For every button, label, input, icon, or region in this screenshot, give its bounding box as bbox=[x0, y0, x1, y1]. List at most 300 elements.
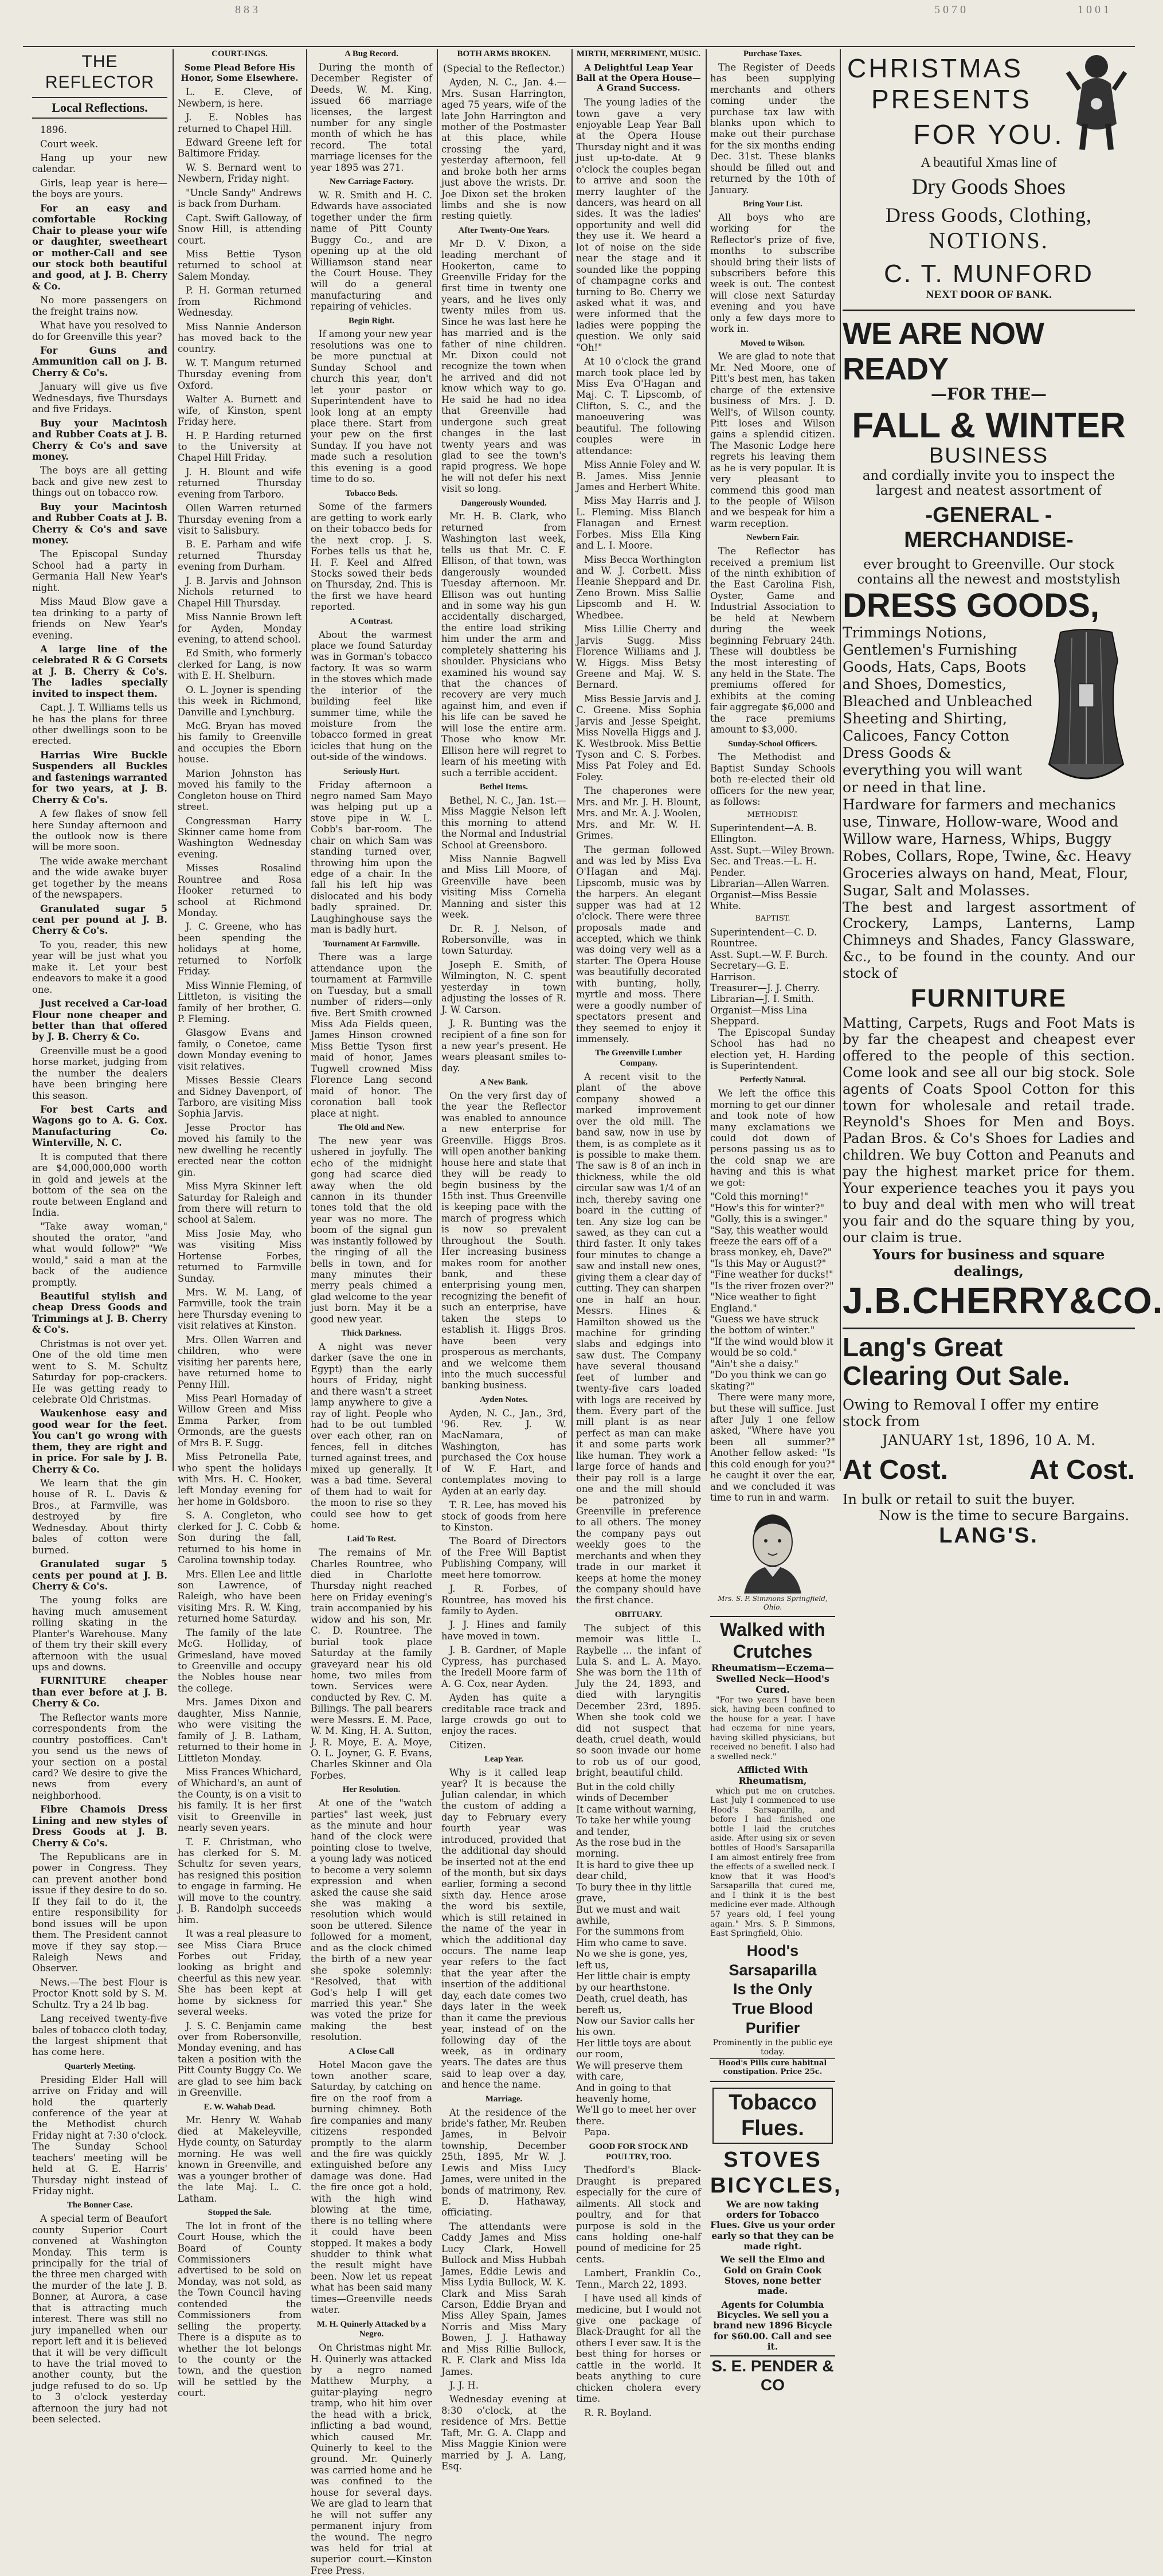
paragraph: Miss Lillie Cherry and Jarvis Sugg. Miss Florence Williams and J. W. Higgs. Miss Betsy Greene and Maj. W. S. Bernard. bbox=[576, 624, 701, 691]
paragraph: J. E. Nobles has returned to Chapel Hill. bbox=[178, 112, 301, 134]
paragraph: The Episcopal Sunday School has had no election yet, H. Harding is Superintendent. bbox=[710, 1027, 835, 1072]
paragraph: J. H. Blount and wife returned Thursday evening from Tarboro. bbox=[178, 466, 301, 500]
paragraph: Glasgow Evans and family, o Conetoe, came down Monday evening to visit relatives. bbox=[178, 1027, 301, 1072]
lang-ad bbox=[843, 1328, 1135, 1548]
paragraph: January will give us five Wednesdays, five Thursdays and five Fridays. bbox=[32, 381, 167, 415]
top-rule bbox=[23, 46, 1135, 47]
signature: J. J. H. bbox=[449, 2380, 479, 2391]
headline: A New Bank. bbox=[480, 1078, 528, 1087]
headline: Sunday-School Officers. bbox=[728, 739, 817, 749]
headline: Newbern Fair. bbox=[746, 533, 799, 543]
column-rule bbox=[306, 49, 307, 1471]
margin-mark: 5 0 7 0 bbox=[934, 3, 966, 16]
list-item: Sec. and Treas.—L. H. Pender. bbox=[710, 856, 817, 878]
paragraph: Christmas is not over yet. One of the old time men went to S. M. Schultz Saturday for pop-crackers. He was getting ready to celebrate Old Christmas. bbox=[32, 1338, 167, 1405]
paragraph: About the warmest place we found Saturday was in Gorman's tobacco factory. It was so warm in the stoves which made the interior of the building feel like summer time, while the moisture from the tobacco formed in great icicles that hung on the out-side of the windows. bbox=[311, 629, 432, 763]
paragraph: A special term of Beaufort county Superior Court convened at Washington Monday. This term is principally for the trial of the three men charged with the murder of the late J. B. Bonner, at Aurora, a case that is attracting much interest. There was still no jury impanelled when our report left and it is believed that it will be very difficult to have the trial moved to another county, but the judge refused to do so. Up to 3 o'clock yesterday afternoon the jury had not been selected. bbox=[32, 2213, 167, 2425]
paragraph: The Methodist and Baptist Sunday Schools both re-elected their old officers for the new year, as follows: bbox=[710, 751, 835, 808]
list-item: Organist—Miss Lina Sheppard. bbox=[710, 1004, 808, 1027]
paragraph: J. R. Forbes, of Rountree, has moved his family to Ayden. bbox=[441, 1583, 566, 1617]
pender-ad bbox=[710, 2081, 842, 2394]
paragraph: H. P. Harding returned to the University at Chapel Hill Friday. bbox=[178, 430, 301, 464]
ad-headline: Lang's Great bbox=[843, 1332, 1003, 1362]
paragraph: Miss Maud Blow gave a tea drinking to a party of friends on New Year's evening. bbox=[32, 596, 167, 641]
list-label: BAPTIST. bbox=[755, 914, 790, 923]
headline: A Close Call bbox=[348, 2046, 394, 2056]
column-mirth-merriment bbox=[576, 49, 701, 2418]
ad-headline: FOR YOU. bbox=[913, 120, 1064, 150]
ad-line: Dress Goods, Clothing, bbox=[885, 203, 1092, 226]
ad-paragraph: Granulated sugar 5 cent per pound at J. B. Cherry & Co's. bbox=[32, 903, 167, 937]
officer-list bbox=[710, 927, 835, 1027]
paragraph: What have you resolved to do for Greenville this year? bbox=[32, 320, 167, 342]
column-rule bbox=[571, 49, 573, 1471]
paragraph: O. L. Joyner is spending this week in Richmond, Danville and Lynchburg. bbox=[178, 684, 301, 718]
section-title: Local Reflections. bbox=[32, 97, 167, 119]
paragraph: The young ladies of the town gave a very enjoyable Leap Year Ball at the Opera House Thursday night and it was just up-to-date. At 9 o'clock the couples began to arrive and soon the merry laughter of the dancers, was heard on all sides. It was the ladies' opportunity and well did they use it. We heard a lot of noise on the side near the stage and it sounded like the popping of champagne corks and turning to Bo. Cherry we asked what it was, and were informed that the ladies were popping the question. We only said "Oh!" bbox=[576, 97, 701, 353]
ad-line: In bulk or retail to suit the buyer. bbox=[843, 1491, 1075, 1508]
signature: R. R. Boyland. bbox=[584, 2407, 652, 2418]
paragraph: The Register of Deeds has been supplying merchants and others coming under the purchase tax law with blanks upon which to make out their purchase for the six months ending Dec. 31st. These blanks should be filled out and returned by the 10th of January. bbox=[710, 61, 835, 195]
paragraph: L. E. Cleve, of Newbern, is here. bbox=[178, 87, 301, 109]
headline: The Bonner Case. bbox=[66, 2201, 133, 2210]
signature: Citizen. bbox=[449, 1739, 486, 1751]
paragraph: No more passengers on the freight trains now. bbox=[32, 295, 167, 317]
paragraph: Capt. Swift Galloway, of Snow Hill, is attending court. bbox=[178, 212, 301, 246]
paragraph: I have used all kinds of medicine, but I would not give one package of Black-Draught for all the others I ever saw. It is the best thing for horses or cattle in the world. It beats anything to cure chicken cholera every time. bbox=[576, 2293, 701, 2405]
paragraph: It is computed that there are $4,000,000,000 worth in gold and jewels at the bottom of the sea on the route between England and India. bbox=[32, 1151, 167, 1218]
paragraph: Lang received twenty-five bales of tobacco cloth today, the largest shipment that has come here. bbox=[32, 2013, 167, 2058]
ad-advertiser: C. T. MUNFORD bbox=[884, 260, 1094, 288]
paragraph: We are now taking orders for Tobacco Flues. Give us your order early so that they can be made right. bbox=[710, 2198, 835, 2252]
ad-headline: PRESENTS bbox=[871, 84, 1032, 114]
poem-line: To bury thee in thy little grave, bbox=[576, 1881, 692, 1904]
quote: "If the wind would blow it would be so cold." bbox=[710, 1336, 833, 1359]
ad-headline: BUSINESS bbox=[929, 444, 1049, 468]
paragraph: The young folks are having much amusement rolling skating in the Planter's Warehouse. Many of them try their skill every afternoon with the usual ups and downs. bbox=[32, 1595, 167, 1673]
column-rule bbox=[173, 49, 174, 1471]
paragraph: J. J. Hines and family have moved in town. bbox=[441, 1619, 566, 1642]
quote: "Nice weather to fight England." bbox=[710, 1291, 816, 1314]
ad-line: NEXT DOOR OF BANK. bbox=[925, 288, 1052, 301]
headline: Moved to Wilson. bbox=[740, 338, 805, 348]
headline: Tournament At Farmville. bbox=[323, 939, 420, 949]
ad-line: Is the Only bbox=[733, 1980, 813, 1998]
ad-paragraph: Granulated sugar 5 cents per pound at J. B. Cherry & Co's. bbox=[32, 1559, 167, 1592]
quote: "Cold this morning!" bbox=[710, 1191, 809, 1203]
poem-line: And in going to that heavenly home, bbox=[576, 2082, 672, 2105]
paragraph: J. C. Greene, who has been spending the holidays at home, returned to Norfolk Friday. bbox=[178, 921, 301, 977]
paragraph: Misses Rosalind Rountree and Rosa Hooker returned to school at Richmond Monday. bbox=[178, 863, 301, 919]
ad-line: NOTIONS. bbox=[929, 228, 1049, 253]
ad-headline: FURNITURE bbox=[910, 984, 1067, 1012]
ad-headline: WE ARE NOW READY bbox=[843, 316, 1044, 386]
ad-paragraph: A large line of the celebrated R & G Corsets at J. B. Cherry & Co's. The ladies specially invited to inspect them. bbox=[32, 643, 167, 699]
ad-advertiser: J.B.CHERRY&CO. bbox=[843, 1279, 1163, 1321]
headline: Tobacco Beds. bbox=[345, 488, 398, 498]
column-rule bbox=[840, 49, 841, 1471]
paragraph: Miss Nannie Bagwell and Miss Lill Moore, of Greenville have been visiting Miss Cornelia Manning and sister this week. bbox=[441, 853, 566, 921]
paragraph: T. F. Christman, who has clerked for S. M. Schultz for seven years, has resigned this position to engage in farming. He will move to the country. J. B. Randolph succeeds him. bbox=[178, 1836, 301, 1925]
poem-line: Death, cruel death, has bereft us, bbox=[576, 1993, 688, 2015]
paragraph: Miss Becca Worthington and W. J. Corbett. Miss Heanie Sheppard and Dr. Zeno Brown. Miss Sallie Lipscomb and H. W. Whedbee. bbox=[576, 554, 701, 621]
ad-line: JANUARY 1st, 1896, 10 A. M. bbox=[882, 1431, 1096, 1448]
paragraph: 1896. bbox=[40, 124, 67, 136]
portrait-engraving bbox=[733, 1508, 813, 1594]
ad-paragraph: Just received a Car-load Flour none cheaper and better than that offered by J. B. Cherry & Co. bbox=[32, 998, 167, 1043]
list-item: Asst. Supt.—W. F. Burch. bbox=[710, 949, 828, 960]
ad-headline: FALL & WINTER bbox=[852, 406, 1126, 445]
poem-line: To take her while young and tender, bbox=[576, 1815, 691, 1837]
paragraph: Mrs. James Dixon and daughter, Miss Nannie, who were visiting the family of J. B. Latham, returned to their home in Littleton Monday. bbox=[178, 1697, 301, 1764]
poem-line: It came without warning, bbox=[576, 1803, 697, 1815]
paragraph: The attendants were Caddy James and Miss Lucy Clark, Howell Bullock and Miss Hubbah James, Eddie Lewis and Miss Lydia Bullock, W. K. Clark and Miss Sarah Carson, Eddie Bryan and Miss Alley Spain, James Norris and Miss Mary Bowen, J. J. Hathaway and Miss Rillie Bullock, R. F. Clark and Miss Ida James. bbox=[441, 2221, 566, 2377]
paragraph: The Reflector has received a premium list of the ninth exhibition of the East Carolina Fish, Oyster, Game and Industrial Association to be held at Newbern during the week beginning February 24th. These will doubtless be the most interesting of any held in the State. The premiums offered for exhibits at the coming fair aggregate $6,000 and the race premiums amount to $3,000. bbox=[710, 546, 835, 735]
paragraph: Hang up your new calendar. bbox=[32, 152, 167, 175]
ad-paragraph: For best Carts and Wagons go to A. G. Cox. Manufacturing Co. Winterville, N. C. bbox=[32, 1104, 167, 1149]
ad-paragraph: FURNITURE cheaper than ever before at J. B. Cherry & Co. bbox=[32, 1675, 167, 1709]
poem-line: Now our Savior calls her his own. bbox=[576, 2015, 695, 2038]
list-item: Secretary—G. E. Harrison. bbox=[710, 960, 789, 982]
ad-paragraph: Buy your Macintosh and Rubber Coats at J. B. Cherry & Co's and save money. bbox=[32, 417, 167, 462]
paragraph: "For two years I have been sick, having been confined to the house for a year. I have had eczema for nine years, having skilled physicians, but received no benefit. I also had a swelled neck." bbox=[710, 1695, 835, 1762]
poem-line: But in the cold chilly winds of December bbox=[576, 1781, 675, 1804]
headline: New Carriage Factory. bbox=[329, 177, 414, 187]
ad-paragraph: For an easy and comfortable Rocking Chair to please your wife or daughter, sweetheart or mother-Call and see our stock both beautiful and good, at J. B. Cherry & Co. bbox=[32, 202, 167, 292]
paragraph: Mrs. Ellen Lee and little son Lawrence, of Raleigh, who have been visiting Mrs. R. W. King, returned home Saturday. bbox=[178, 1568, 301, 1624]
paragraph: Mr. H. B. Clark, who returned from Washington last week, tells us that Mr. C. F. Ellison, of that town, was dangerously wounded Tuesday afternoon. Mr. Ellison was out hunting and in some way his gun accidentally discharged, the entire load striking him under the arm and completely shattering his shoulder. Physicians who examined his wound say that the chances of recovery are very much against him, and even if his life can be saved he will lose the entire arm. Those who know Mr. Ellison here will regret to learn of his meeting with such a terrible accident. bbox=[441, 511, 566, 778]
paragraph: J. B. Gardner, of Maple Cypress, has purchased the Iredell Moore farm of A. G. Cox, near Ayden. bbox=[441, 1645, 566, 1689]
headline: E. W. Wahab Dead. bbox=[203, 2102, 276, 2112]
portrait-caption: Mrs. S. P. Simmons Springfield, Ohio. bbox=[718, 1595, 828, 1611]
paragraph: Friday afternoon a negro named Sam Mayo was helping put up a stove pipe in W. L. Cobb's bar-room. The chair on which Sam was standing turned over, throwing him upon the edge of a chair. In the fall his left hip was dislocated and his body badly sprained. Dr. Laughinghouse says the man is badly hurt. bbox=[311, 779, 432, 935]
headline: Stopped the Sale. bbox=[207, 2207, 272, 2217]
ad-headline-part: At Cost. bbox=[843, 1454, 948, 1485]
ad-line: ever brought to Greenville. Our stock contains all the newest and moststylish bbox=[857, 557, 1121, 588]
paragraph: Walter A. Burnett and wife, of Kinston, spent Friday here. bbox=[178, 394, 301, 428]
paragraph: Miss Nannie Anderson has moved back to the country. bbox=[178, 321, 301, 355]
column-rule bbox=[706, 49, 707, 1471]
ad-paragraph: Harrias Wire Buckle Suspenders all Buckles and fastenings warranted for two years, at J. B. Cherry & Co's. bbox=[32, 749, 167, 805]
headline: OBITUARY. bbox=[614, 1610, 663, 1619]
paragraph: Presiding Elder Hall will arrive on Friday and will hold the quarterly conference of the year at the Methodist church Friday night at 7:30 o'clock. The Sunday School teachers' meeting will be held at G. E. Harris' Thursday night instead of Friday night. bbox=[32, 2074, 167, 2197]
headline: Dangerously Wounded. bbox=[461, 498, 547, 508]
paragraph: Bethel, N. C., Jan. 1st.—Miss Maggie Nelson left this morning to attend the Normal and Industrial School at Greensboro. bbox=[441, 794, 566, 851]
paragraph: B. E. Parham and wife returned Thursday evening from Durham. bbox=[178, 539, 301, 573]
paragraph: Thedford's Black-Draught is prepared especially for the cure of ailments. All stock and poultry, and for that purpose is sold in the cans holding one-half pound of medicine for 25 cents. bbox=[576, 2164, 701, 2265]
ad-advertiser: LANG'S. bbox=[939, 1523, 1039, 1548]
paragraph: (Special to the Reflector.) bbox=[443, 62, 565, 74]
paragraph: Miss Frances Whichard, of Whichard's, an aunt of the County, is on a visit to his family. It is her first visit to Greenville in nearly seven years. bbox=[178, 1766, 301, 1834]
paragraph: Ayden has quite a creditable race track and large crowds go out to enjoy the races. bbox=[441, 1692, 566, 1737]
ad-line: Owing to Removal I offer my entire stock from bbox=[843, 1396, 1099, 1430]
column-news bbox=[311, 49, 432, 2576]
headline: A Bug Record. bbox=[344, 49, 398, 58]
advertisement-column bbox=[843, 49, 1163, 1548]
paragraph: Ollen Warren returned Thursday evening from a visit to Salisbury. bbox=[178, 503, 301, 537]
headline: After Twenty-One Years. bbox=[458, 225, 550, 235]
paragraph: J. S. C. Benjamin came over from Robersonville, Monday evening, and has taken a position with the Pitt County Buggy Co. We are glad to see him back in Greenville. bbox=[178, 2020, 301, 2099]
ad-title: Tobacco Flues. bbox=[712, 2088, 833, 2144]
list-item: Superintendent—C. D. Rountree. bbox=[710, 926, 817, 949]
ad-headline-part: At Cost. bbox=[1029, 1454, 1135, 1485]
ad-body: Trimmings Notions, Gentlemen's Furnishing Goods, Hats, Caps, Boots and Shoes, Domestics, Bleached and Unbleached Sheeting and Shirting, Calicoes, Fancy Cotton Dress Goods & everything you will want or need in that line. Hardware for farmers and mechanics use, Tinware, Hollow-ware, Wood and Willow ware, Harness, Whips, Buggy Robes, Collars, Rope, Twine, &c. Heavy Groceries always on hand, Meat, Flour, Sugar, Salt and Molasses. bbox=[843, 624, 1131, 899]
paragraph: Miss Annie Foley and W. B. James. Miss Jennie James and Herbert White. bbox=[576, 459, 701, 492]
paragraph: Ayden, N. C., Jan., 3rd, '96. Rev. J. W. MacNamara, of Washington, has purchased the Cox house of W. F. Hart, and contemplates moving to Ayden at an early day. bbox=[441, 1407, 566, 1497]
subheadline: A Delightful Leap Year Ball at the Opera House—A Grand Success. bbox=[576, 62, 701, 93]
paragraph: Some of the farmers are getting to work early on their tobacco beds for the next crop. J. S. Forbes tells us that he, H. F. Keel and Alfred Stocks sowed their beds on Thursday, 2nd. This is the first we have heard reported. bbox=[311, 501, 432, 613]
paragraph: The wide awake merchant and the wide awake buyer get together by the means of the newspapers. bbox=[32, 855, 167, 901]
headline: Ayden Notes. bbox=[480, 1395, 528, 1404]
quote: "Say, this weather would freeze the ears off of a brass monkey, eh, Dave?" bbox=[710, 1224, 832, 1258]
paragraph: The Reflector wants more correspondents from the country postoffices. Can't you send us the news of your section on a postal card? We desire to give the news from every neighborhood. bbox=[32, 1712, 167, 1801]
paragraph: Miss Pearl Hornaday of Willow Green and Miss Emma Parker, from Ormonds, are the guests of Mrs B. F. Sugg. bbox=[178, 1392, 301, 1448]
ad-line: BICYCLES, bbox=[710, 2174, 842, 2198]
headline: GOOD FOR STOCK AND POULTRY, TOO. bbox=[589, 2142, 688, 2162]
paragraph: McG. Bryan has moved his family to Greenville and occupies the Eborn house. bbox=[178, 721, 301, 765]
paragraph: T. R. Lee, has moved his stock of goods from here to Kinston. bbox=[441, 1500, 566, 1533]
list-item: Superintendent—A. B. Ellington. bbox=[710, 822, 817, 845]
list-item: Treasurer—J. J. Cherry. bbox=[710, 982, 820, 993]
paragraph: Mrs. Ollen Warren and children, who were visiting her parents here, have returned home to Penny Hill. bbox=[178, 1334, 301, 1390]
paragraph: The family of the late McG. Holliday, of Grimesland, have moved to Greenville and occupy the Nobles house near the college. bbox=[178, 1627, 301, 1694]
poem-line: But we must and wait awhile, bbox=[576, 1904, 680, 1927]
headline: Her Resolution. bbox=[342, 1785, 401, 1795]
paragraph: Hotel Macon gave the town another scare, Saturday, by catching on fire on the roof from a burning chimney. Both fire companies and many citizens responded promptly to the alarm and the fire was quickly extinguished before any damage was done. Had the fire once got a hold, with the high wind blowing at the time, there is no telling where it could have been stopped. It makes a body shudder to think what the result might have been. Now let us repeat what has been said many times—Greenville needs water. bbox=[311, 2059, 432, 2316]
ad-paragraph: For Guns and Ammunition call on J. B. Cherry & Co's. bbox=[32, 345, 167, 378]
ad-line: Dry Goods Shoes bbox=[911, 175, 1066, 199]
poem-line: For the summons from Him who came to save. bbox=[576, 1926, 687, 1948]
ad-headline: CHRISTMAS bbox=[847, 53, 1023, 83]
column-rule bbox=[437, 49, 438, 1471]
paragraph: During the month of December Register of Deeds, W. M. King, issued 66 marriage licenses, the largest number for any single month of which he has record. The total marriage licenses for the year 1895 was 271. bbox=[311, 61, 432, 173]
paragraph: Why is it called leap year? It is because the Julian calendar, in which the custom of adding a day to February every fourth year was introduced, provided that the additional day should be inserted not at the end of the month, but six days earlier, forming a second sixth day. Hence arose the word bis sextile, which is still retained in the name of the year in which the additional day occurs. The name leap year refers to the fact that the year after the insertion of the additional day, each date comes two days later in the week than it came the previous year, instead of on the following day of the week, as in ordinary years. The dates are thus said to leap over a day, and hence the name. bbox=[441, 1767, 566, 2090]
poem-line: We will preserve them with care, bbox=[576, 2060, 683, 2082]
headline: Bring Your List. bbox=[743, 199, 802, 209]
subheadline: Some Plead Before His Honor, Some Elsewhere. bbox=[181, 62, 299, 83]
paragraph: There were many more, but these will suffice. Just after July 1 one fellow asked, "Where have you been all summer?" Another fellow asked: "Is this cold enough for you?" he caught it over the ear, and we concluded it was time to run in and warm. bbox=[710, 1392, 835, 1503]
paragraph: The german followed and was led by Miss Eva O'Hagan and Maj. Lipscomb, music was by the harpers. An elegant supper was had at 12 o'clock. There were three proposals made and accepted, which we think was doing very well as a starter. The Opera House was beautifully decorated with bunting, holly, myrtle and moss. There were a goodly number of spectators present and they seemed to enjoy it immensely. bbox=[576, 844, 701, 1044]
ad-line: Now is the time to secure Bargains. bbox=[879, 1507, 1129, 1524]
ad-line: True Blood Purifier bbox=[732, 2000, 813, 2037]
poem-line: No we she is gone, yes, left us, bbox=[576, 1948, 688, 1971]
paragraph: Miss Myra Skinner left Saturday for Raleigh and from there will return to school at Salem. bbox=[178, 1181, 301, 1226]
headline: A Contrast. bbox=[350, 616, 393, 626]
paragraph: We left the office this morning to get our dinner and took note of how many exclamations we could dot down of persons passing us as to the cold snap we are having and this is what we got: bbox=[710, 1088, 835, 1188]
headline: Bethel Items. bbox=[479, 782, 528, 792]
paragraph: S. A. Congleton, who clerked for J. C. Cobb & Son during the fall, returned to his home in Carolina township today. bbox=[178, 1510, 301, 1566]
paragraph: The remains of Mr. Charles Rountree, who died in Charlotte Thursday night reached here on Friday evening's train accompanied by his widow and his son, Mr. C. D. Rountree. The burial took place Saturday at the family graveyard near his old home, two miles from town. Services were conducted by Rev. C. M. Billings. The pall bearers were Messrs. E. M. Pace, W. M. King, H. A. Sutton, J. R. Moye, E. A. Moye, O. L. Joyner, G. F. Evans, Charles Skinner and Ola Forbes. bbox=[311, 1547, 432, 1781]
paragraph: W. T. Mangum returned Thursday evening from Oxford. bbox=[178, 357, 301, 391]
paragraph: Congressman Harry Skinner came home from Washington Wednesday evening. bbox=[178, 815, 301, 860]
paragraph: Ayden, N. C., Jan. 4.—Mrs. Susan Harrington, aged 75 years, wife of the late John Harrington and mother of the Postmaster at this place, while crossing the yard, yesterday afternoon, fell and broke both her arms just above the wrists. Dr. Joe Dixon set the broken limbs and she is now resting quietly. bbox=[441, 77, 566, 222]
ad-title: Walked with Crutches bbox=[720, 1619, 825, 1662]
paragraph: Joseph E. Smith, of Wilmington, N. C. spent yesterday in town adjusting the losses of R. J. W. Carson. bbox=[441, 959, 566, 1015]
paragraph: Miss Bettie Tyson returned to school at Salem Monday. bbox=[178, 248, 301, 282]
paragraph: Miss Petronella Pate, who spent the holidays with Mrs. H. C. Hooker, left Monday evening for her home in Goldsboro. bbox=[178, 1451, 301, 1507]
quote: "Is this May or August?" bbox=[710, 1258, 827, 1269]
paragraph: It was a real pleasure to see Miss Ciara Bruce Forbes out Friday, looking as bright and cheerful as this new year. She has been kept at home by sickness for several weeks. bbox=[178, 1928, 301, 2018]
paragraph: There was a large attendance upon the tournament at Farmville on Tuesday, but a small number of riders—only five. Bert Smith crowned Miss Ada Fields queen, James Hinson crowned Miss Bettie Tyson first maid of honor, James Tugwell crowned Miss Florence Lang second maid of honor. The coronation ball took place at night. bbox=[311, 952, 432, 1119]
column-headline: MIRTH, MERRIMENT, MUSIC. bbox=[576, 49, 701, 58]
paragraph: Misses Bessie Clears and Sidney Davenport, of Tarboro, are visiting Miss Sophia Jarvis. bbox=[178, 1075, 301, 1119]
paragraph: The Board of Directors of the Free Will Baptist Publishing Company, will meet here tomorrow. bbox=[441, 1536, 566, 1580]
paragraph: All boys who are working for the Reflector's prize of five, months to subscribe should bring their lists of subscribers before this week is out. The contest will close next Saturday evening and you have only a few days more to work in. bbox=[710, 212, 835, 335]
headline: Perfectly Natural. bbox=[739, 1075, 806, 1085]
poem-line: It is hard to give thee up dear child, bbox=[576, 1859, 694, 1882]
ad-body: Matting, Carpets, Rugs and Foot Mats is by far the cheapest and cheapest ever offered to the people of this section. Come look and see all our big stock. Sole agents of Coats Spool Cotton for this town for wholesale and retail trade. Reynold's Shoes for Men and Boys. Padan Bros. & Co's Shoes for Ladies and children. We buy Cotton and Peanuts and pay the highest market price for them. Your experience teaches you it pays you to buy and deal with men who will treat you fair and do the square thing by you, our claim is true. bbox=[843, 1015, 1135, 1246]
paragraph: To you, reader, this new year will be just what you make it. Let your best endeavors to make it a good one. bbox=[32, 939, 167, 995]
ad-paragraph: Waukenhose easy and good wear for the feet. You can't go wrong with them, they are right and in price. For sale by J. B. Cherry & Co. bbox=[32, 1408, 167, 1475]
paragraph: Capt. J. T. Williams tells us he has the plans for three other dwellings soon to be erected. bbox=[32, 702, 167, 747]
headline: Thick Darkness. bbox=[341, 1329, 402, 1338]
column-notices bbox=[710, 49, 842, 2394]
poem-line: We'll go to meet her over there. bbox=[576, 2104, 696, 2127]
headline: Begin Right. bbox=[348, 316, 394, 326]
paragraph: "Take away woman," shouted the orator, "and what would follow?" "We would," said a man at the back of the audience promptly. bbox=[32, 1221, 167, 1288]
ad-line: Prominently in the public eye today. bbox=[712, 2038, 833, 2057]
headline: Quarterly Meeting. bbox=[64, 2061, 136, 2071]
paragraph: "Uncle Sandy" Andrews is back from Durham. bbox=[178, 187, 301, 210]
quote: "Do you think we can go skating?" bbox=[710, 1369, 827, 1392]
paragraph: A recent visit to the plant of the above company showed a marked improvement over the old mill. The band saw, now in use by them, is as complete as it is possible to make them. The saw is 8 of an inch in thickness, while the old circular saw was 1/4 of an inch, thereby saving one board in the cutting of ten. Any size log can be sawed, as they can cut a third faster. It only takes four minutes to change a saw and install new ones, giving them a clear day of cutting. They can sharpen one in half an hour. Messrs. Hines & Hamilton showed us the machine for grinding slabs and edgings into saw dust. The Company have several thousand feet of lumber and twenty-five cars loaded with logs are received by them. Every part of the mill plant is as near perfect as man can make it and some parts work like human. They work a large force of hands and their pay roll is a large one and the mill should be patronized by Greenville in preference to all others. The money the company pays out weekly goes to the merchants and when they trade in our market it keeps at home the money the company should have the first chance. bbox=[576, 1071, 701, 1606]
masthead: THE REFLECTOR bbox=[45, 52, 155, 92]
ad-line: STOVES bbox=[723, 2148, 822, 2172]
quote: "Guess we have struck the bottom of winter." bbox=[710, 1314, 819, 1336]
quote: "Fine weather for ducks!" bbox=[710, 1269, 833, 1281]
quote: "How's this for winter?" bbox=[710, 1202, 825, 1213]
headline: Seriously Hurt. bbox=[343, 766, 400, 776]
paragraph: At one of the "watch parties" last week, just as the minute and hour hand of the clock were pointing close to twelve, a young lady was noticed to become a very solemn expression and when asked the cause she said she was making a resolution which would soon be uttered. Silence followed for a moment, and as the clock chimed the birth of a new year she spoke solemnly: "Resolved, that with God's help I will get married this year." She was voted the prize for making the best resolution. bbox=[311, 1798, 432, 2043]
paragraph: Court week. bbox=[40, 138, 99, 150]
paragraph: Jesse Proctor has moved his family to the new dwelling he recently erected near the cotton gin. bbox=[178, 1122, 301, 1178]
santa-figure-illustration bbox=[1065, 49, 1128, 152]
paragraph: At the residence of the bride's father, Mr. Reuben James, in Belvoir township, December 25th, 1895, Mr W. J. Lewis and Miss Lucy James, were united in the bonds of matrimony, Rev. E. D. Hathaway, officiating. bbox=[441, 2107, 566, 2218]
quote: "Ain't she a daisy." bbox=[710, 1358, 799, 1369]
paragraph: We sell the Elmo and Gold on Grain Cook Stoves, none better made. bbox=[720, 2254, 825, 2297]
margin-mark: 8 8 3 bbox=[235, 3, 258, 16]
list-item: Librarian—J. I. Smith. bbox=[710, 993, 815, 1005]
column-headline: BOTH ARMS BROKEN. bbox=[457, 49, 551, 58]
munford-ad bbox=[843, 53, 1135, 302]
signature: Lambert, Franklin Co., Tenn., March 22, 1893. bbox=[576, 2268, 701, 2290]
ad-headline: -GENERAL - MERCHANDISE- bbox=[904, 503, 1074, 552]
paragraph: The subject of this memoir was little L. Raybelle ... the infant of Lula S. and L. A. Mayo. She was born the 11th of July the 24, 1893, and died with laryngitis December 23rd, 1895. When she took cold we did not suspect that death, cruel death, would so soon invade our home to rob us of our good, bright, beautiful child. bbox=[576, 1622, 701, 1779]
paragraph: Miss Winnie Fleming, of Littleton, is visiting the family of her brother, G. P. Fleming. bbox=[178, 980, 301, 1024]
paragraph: W. R. Smith and H. C. Edwards have associated together under the firm name of Pitt County Buggy Co., and are opening up at the old Williamson stand near the Court House. They will do a general manufacturing and repairing of vehicles. bbox=[311, 189, 432, 312]
headline: Leap Year. bbox=[484, 1755, 524, 1764]
paragraph: Wednesday evening at 8:30 o'clock, at the residence of Mrs. Bettie Taft, Mr. G. A. Clapp and Miss Maggie Kinion were married by J. A. Lang, Esq. bbox=[441, 2394, 566, 2472]
paragraph: On Christmas night Mr. H. Quinerly was attacked by a negro named Matthew Murphy, a guitar-playing negro tramp, who hit him over the head with a brick, inflicting a bad wound, which caused Mr. Quinerly to keel to the ground. Mr. Quinerly was carried home and he was confined to the house for several days. We are glad to learn that he will not suffer any permanent injury from the wound. The negro was held for trial at superior court.—Kinston Free Press. bbox=[311, 2342, 432, 2576]
signature: Papa. bbox=[584, 2127, 610, 2138]
paragraph: The Republicans are in power in Congress. They can prevent another bond issue if they desire to do so. If they fail to do it, the entire responsibility for bond issues will be upon them. The President cannot move if they say stop.—Raleigh News and Observer. bbox=[32, 1851, 167, 1974]
paragraph: The boys are all getting back and give new zest to things out on tobacco row. bbox=[32, 465, 167, 499]
corset-illustration bbox=[1037, 627, 1135, 793]
ad-advertiser: S. E. PENDER & CO bbox=[710, 2355, 835, 2394]
cherry-ad-body bbox=[843, 624, 1135, 899]
paragraph: Greenville must be a good horse market, judging from the number the dealers have been bringing here this season. bbox=[32, 1045, 167, 1101]
ad-line: Yours for business and square dealings, bbox=[872, 1246, 1105, 1279]
paragraph: Miss Bessie Jarvis and J. C. Greene. Miss Sophia Jarvis and Jesse Speight. Miss Novella Higgs and J. K. Westbrook. Miss Bettie Tyson and C. S. Forbes. Miss Pat Foley and Ed. Foley. bbox=[576, 693, 701, 782]
ad-subtitle: Afflicted With Rheumatism, bbox=[737, 1764, 808, 1786]
paragraph: which put me on crutches. Last July I commenced to use Hood's Sarsaparilla, and before I had finished one bottle I laid the crutches aside. After using six or seven bottles of Hood's Sarsaparilla I am almost entirely free from the effects of a swelled neck. I know that it was Hood's Sarsaparilla that cured me, and I think it is the best medicine ever made. Although 57 years old, I feel young again." Mrs. S. P. Simmons, East Springfield, Ohio. bbox=[710, 1786, 835, 1939]
ad-body: The best and largest assortment of Crockery, Lamps, Lanterns, Lamp Chimneys and Shades, Fancy Glassware, &c., to be found in the county. And our stock of bbox=[843, 899, 1135, 981]
quote-list bbox=[710, 1191, 835, 1392]
paragraph: Dr. R. J. Nelson, of Robersonville, was in town Saturday. bbox=[441, 923, 566, 957]
officer-list bbox=[710, 823, 835, 912]
paragraph: The chaperones were Mrs. and Mr. J. H. Blount, Mrs. and Mr. A. J. Woolen, Mrs. and Mr. W. H. Grimes. bbox=[576, 785, 701, 841]
paragraph: J. B. Jarvis and Johnson Nichols returned to Chapel Hill Thursday. bbox=[178, 575, 301, 609]
column-headline: COURT-INGS. bbox=[212, 49, 268, 58]
ad-line: Hood's Sarsaparilla bbox=[729, 1941, 817, 1979]
list-item: Organist—Miss Bessie White. bbox=[710, 889, 817, 911]
column-court-ings bbox=[178, 49, 301, 2399]
list-item: Librarian—Allen Warren. bbox=[710, 878, 830, 890]
paragraph: Edward Greene left for Baltimore Friday. bbox=[178, 137, 301, 159]
column-both-arms-broken bbox=[441, 49, 566, 2472]
ad-paragraph: Buy your Macintosh and Rubber Coats at J. B. Cherry & Co's and save money. bbox=[32, 501, 167, 546]
paragraph: Mr D. V. Dixon, a leading merchant of Hookerton, came to Greenville Friday for the first time in twenty one years, and he lives only twenty miles from us. Since he was last here he has married and is the father of nine children. Mr. Dixon could not recognize the town when he arrived and did not know which way to go. He said he had no idea that Greenville had undergone such great changes in the last twenty years and was glad to see the town's rapid progress. We hope he will not defer his next visit so long. bbox=[441, 238, 566, 495]
paragraph: News.—The best Flour is Proctor Knott sold by S. M. Schultz. Try a 24 lb bag. bbox=[32, 1976, 167, 2010]
paragraph: Mr. Henry W. Wahab died at Makeleyville, Hyde county, on Saturday morning. He was well known in Greenville, and was a younger brother of the late Maj. L. C. Latham. bbox=[178, 2115, 301, 2204]
hoods-crutches-ad bbox=[710, 1616, 835, 1939]
paragraph: W. S. Bernard went to Newbern, Friday night. bbox=[178, 162, 301, 185]
paragraph: Ed Smith, who formerly clerked for Lang, is now with E. H. Shelburn. bbox=[178, 648, 301, 682]
ad-line: —FOR THE— bbox=[931, 385, 1047, 404]
headline: Purchase Taxes. bbox=[743, 49, 802, 58]
paragraph: J. R. Bunting was the recipient of a fine son for a new year's present. He wears pleasant smiles to-day. bbox=[441, 1018, 566, 1074]
poem-line: Her little chair is empty by our hearthstone. bbox=[576, 1971, 691, 1993]
paragraph: The lot in front of the Court House, which the Board of County Commissioners advertised to be sold on Monday, was not sold, as the Town Council having contended the Commissioners from selling the property. There is a dispute as to whether the lot belongs to the county or the town, and the question will be settled by the court. bbox=[178, 2220, 301, 2399]
headline: Marriage. bbox=[485, 2094, 523, 2104]
paragraph: Marion Johnston has moved his family to the Congleton house on Third street. bbox=[178, 768, 301, 813]
quote: "Golly, this is a swinger." bbox=[710, 1213, 828, 1225]
paragraph: The Episcopal Sunday School had a party in Germania Hall New Year's night. bbox=[32, 549, 167, 593]
ad-line: A beautiful Xmas line of bbox=[921, 155, 1057, 170]
paragraph: At 10 o'clock the grand march took place led by Miss Eva O'Hagan and Maj. C. T. Lipscomb, of Clifton, S. C., and the manoeuvering was beautiful. The following couples were in attendance: bbox=[576, 356, 701, 456]
paragraph: We are glad to note that Mr. Ned Moore, one of Pitt's best men, has taken charge of the extensive business of Mrs. J. D. Well's, of Wilson county. Pitt loses and Wilson gains a splendid citizen. The Masonic Lodge here regrets his leaving them as he is very popular. It is very pleasant to commend this good man to the people of Wilson and we bespeak for him a warm reception. bbox=[710, 351, 835, 529]
paragraph: Miss May Harris and J. L. Fleming. Miss Blanch Flanagan and Ernest Forbes. Miss Ella King and L. I. Moore. bbox=[576, 495, 701, 551]
headline: The Greenville Lumber Company. bbox=[595, 1048, 682, 1068]
paragraph: Miss Josie May, who was visiting Miss Hortense Forbes, returned to Farmville Sunday. bbox=[178, 1228, 301, 1284]
ad-headline: Clearing Out Sale. bbox=[843, 1361, 1070, 1391]
paragraph: The new year was ushered in joyfully. The echo of the midnight gong had scarce died away when the old cannon in its thunder tones told that the old year was no more. The boom of the signal gun was instantly followed by the ringing of all the bells in town, and for many minutes their merry peals chimed a glad welcome to the year just born. May it be a good new year. bbox=[311, 1135, 432, 1325]
poem-line: As the rose bud in the morning. bbox=[576, 1837, 682, 1859]
hoods-sarsaparilla-ad bbox=[710, 1941, 835, 2077]
paragraph: We learn that the gin house of R. L. Davis & Bros., at Farmville, was destroyed by fire Wednesday. About thirty bales of cotton were burned. bbox=[32, 1478, 167, 1556]
ad-paragraph: Beautiful stylish and cheap Dress Goods and Trimmings at J. B. Cherry & Co's. bbox=[32, 1291, 167, 1336]
quote: "Is the river frozen over?" bbox=[710, 1280, 834, 1291]
headline: The Old and New. bbox=[338, 1122, 405, 1132]
top-margin-marks bbox=[0, 3, 1146, 26]
paragraph: Agents for Columbia Bicycles. We sell you a brand new 1896 Bicycle for $60.00. Call and see it. bbox=[713, 2299, 832, 2352]
ad-headline: DRESS GOODS, bbox=[843, 586, 1099, 624]
paragraph: A few flakes of snow fell here Sunday afternoon and the outlook now is there will be more soon. bbox=[32, 808, 167, 853]
list-label: METHODIST. bbox=[747, 810, 798, 819]
paragraph: P. H. Gorman returned from Richmond Wednesday. bbox=[178, 285, 301, 319]
ad-headline bbox=[843, 1454, 1135, 1486]
ad-line: and cordially invite you to inspect the largest and neatest assortment of bbox=[862, 468, 1115, 499]
headline: Laid To Rest. bbox=[347, 1534, 396, 1544]
column-local-reflections bbox=[32, 49, 167, 2425]
ad-paragraph: Fibre Chamois Dress Lining and new styles of Dress Goods at J. B. Cherry & Co's. bbox=[32, 1804, 167, 1849]
paragraph: On the very first day of the year the Reflector was enabled to announce a new enterprise for Greenville. Higgs Bros. will open another banking house here and state that they will be ready to begin business by the 15th inst. Thus Greenville is keeping pace with the march of progress which is now so prevalent throughout the South. Her increasing business makes room for another bank, and these enterprising young men, recognizing the benefit of such an enterprise, have taken the steps to establish it. Higgs Bros. have been very prosperous as merchants, and we welcome them into the much successful banking business. bbox=[441, 1090, 566, 1391]
ad-line: Hood's Pills cure habitual constipation. Price 25c. bbox=[710, 2058, 835, 2077]
poem-line: Her little toys are about our room, bbox=[576, 2037, 691, 2060]
paragraph: Miss Nannie Brown left for Ayden, Monday evening, to attend school. bbox=[178, 612, 301, 645]
margin-mark: 1 0 0 1 bbox=[1078, 3, 1109, 16]
poem bbox=[576, 1782, 701, 2127]
